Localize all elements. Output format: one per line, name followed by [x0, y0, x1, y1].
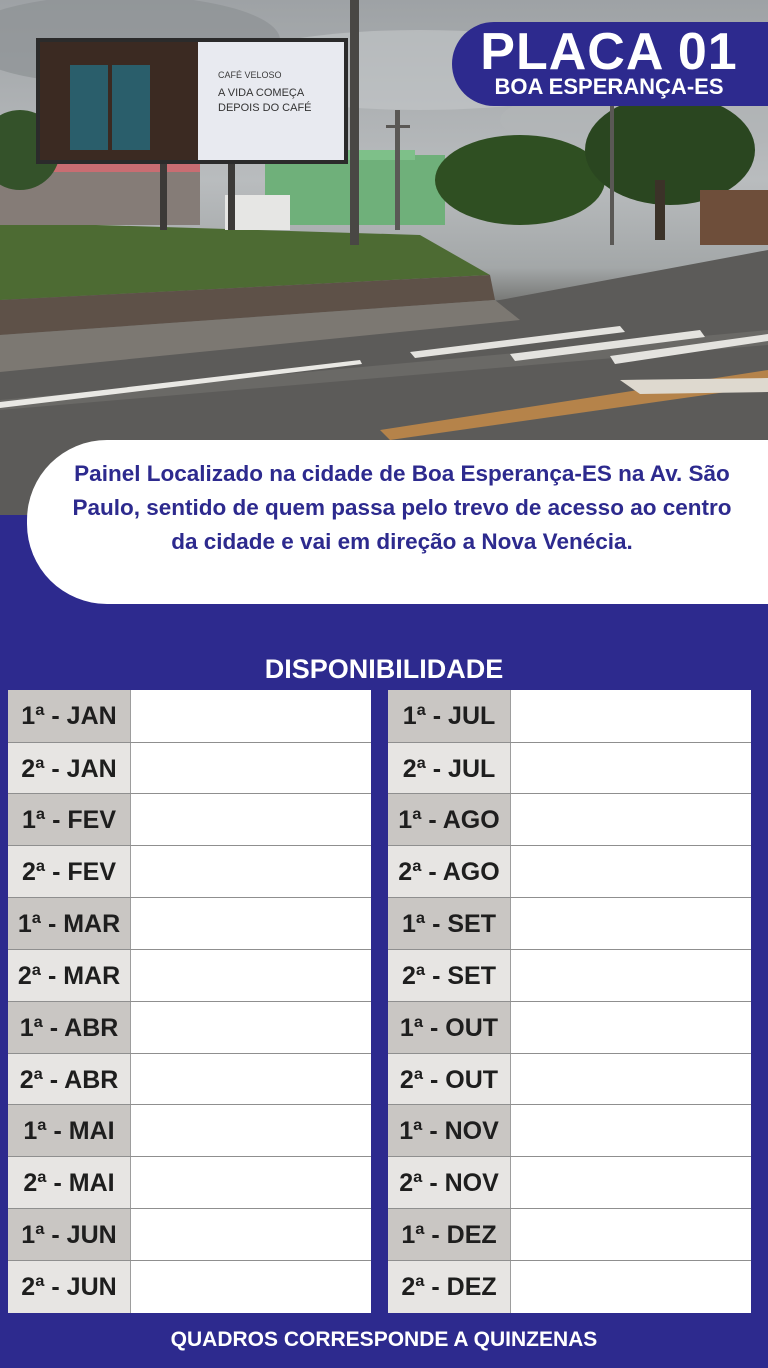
table-row [8, 1208, 371, 1260]
availability-cell [130, 1002, 371, 1054]
period-label: 1ª - JUN [8, 1209, 130, 1261]
period-label: 1ª - AGO [388, 794, 510, 846]
period-label: 1ª - MAR [8, 898, 130, 950]
billboard-slogan-2: DEPOIS DO CAFÉ [218, 102, 312, 114]
availability-cell [510, 1054, 751, 1106]
period-label: 1ª - FEV [8, 794, 130, 846]
period-label: 1ª - OUT [388, 1002, 510, 1054]
title-badge [452, 22, 768, 106]
table-row [388, 1001, 751, 1053]
availability-cell [510, 1002, 751, 1054]
availability-cell [510, 794, 751, 846]
availability-cell [130, 898, 371, 950]
period-label: 1ª - DEZ [388, 1209, 510, 1261]
period-label: 2ª - JUN [8, 1261, 130, 1313]
availability-cell [510, 1209, 751, 1261]
availability-cell [510, 1157, 751, 1209]
period-label: 2ª - JAN [8, 743, 130, 795]
table-row [388, 742, 751, 794]
table-row [388, 1053, 751, 1105]
description-text: Painel Localizado na cidade de Boa Esperança-ES na Av. São Paulo, sentido de quem passa pelo trevo de acesso ao centro da cidade e vai em direção a Nova Venécia. [72, 461, 732, 554]
availability-cell [510, 1261, 751, 1313]
table-row [8, 742, 371, 794]
period-label: 1ª - JUL [388, 690, 510, 742]
period-label: 2ª - ABR [8, 1054, 130, 1106]
availability-cell [510, 743, 751, 795]
availability-cell [130, 690, 371, 742]
availability-table-left [8, 690, 371, 1312]
availability-cell [130, 846, 371, 898]
table-row [388, 690, 751, 741]
table-row [8, 793, 371, 845]
period-label: 2ª - DEZ [388, 1261, 510, 1313]
availability-cell [130, 950, 371, 1002]
period-label: 2ª - FEV [8, 846, 130, 898]
availability-cell [130, 1261, 371, 1313]
table-row [388, 1156, 751, 1208]
period-label: 2ª - JUL [388, 743, 510, 795]
table-row [388, 949, 751, 1001]
availability-table-right [388, 690, 751, 1312]
location-photo [0, 0, 768, 515]
table-row [388, 1104, 751, 1156]
table-row [388, 897, 751, 949]
period-label: 2ª - MAR [8, 950, 130, 1002]
period-label: 2ª - NOV [388, 1157, 510, 1209]
billboard-brand: CAFÉ VELOSO [218, 70, 282, 80]
availability-cell [130, 1105, 371, 1157]
page-subtitle: BOA ESPERANÇA-ES [494, 74, 724, 99]
period-label: 2ª - OUT [388, 1054, 510, 1106]
table-row [388, 1208, 751, 1260]
table-row [388, 845, 751, 897]
table-row [8, 1053, 371, 1105]
table-row [388, 793, 751, 845]
table-row [8, 1104, 371, 1156]
table-row [8, 690, 371, 741]
availability-cell [130, 1209, 371, 1261]
period-label: 2ª - SET [388, 950, 510, 1002]
period-label: 1ª - MAI [8, 1105, 130, 1157]
table-row [8, 949, 371, 1001]
period-label: 2ª - MAI [8, 1157, 130, 1209]
availability-cell [130, 1157, 371, 1209]
table-row [8, 845, 371, 897]
table-row [8, 897, 371, 949]
availability-cell [510, 1105, 751, 1157]
table-row [388, 1260, 751, 1312]
availability-cell [510, 690, 751, 742]
availability-cell [510, 846, 751, 898]
footer-note: QUADROS CORRESPONDE A QUINZENAS [170, 1328, 598, 1351]
period-label: 1ª - SET [388, 898, 510, 950]
table-row [8, 1260, 371, 1312]
billboard-slogan-1: A VIDA COMEÇA [218, 87, 305, 99]
availability-title: DISPONIBILIDADE [264, 654, 504, 684]
description-bubble [27, 440, 768, 604]
period-label: 2ª - AGO [388, 846, 510, 898]
table-row [8, 1156, 371, 1208]
availability-cell [510, 898, 751, 950]
period-label: 1ª - NOV [388, 1105, 510, 1157]
availability-cell [130, 1054, 371, 1106]
page-title: PLACA 01 [480, 23, 738, 81]
availability-cell [130, 743, 371, 795]
period-label: 1ª - ABR [8, 1002, 130, 1054]
availability-cell [510, 950, 751, 1002]
availability-cell [130, 794, 371, 846]
period-label: 1ª - JAN [8, 690, 130, 742]
table-row [8, 1001, 371, 1053]
